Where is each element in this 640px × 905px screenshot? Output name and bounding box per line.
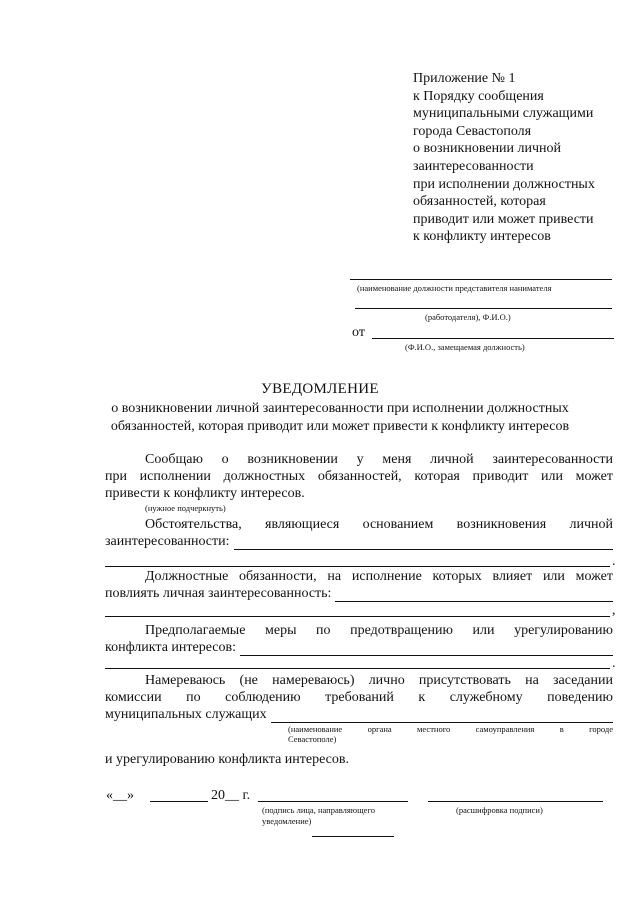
appendix-line: Приложение № 1 bbox=[413, 71, 516, 86]
period-mark: . bbox=[612, 554, 616, 569]
measures-field[interactable] bbox=[240, 643, 613, 656]
decode-field[interactable] bbox=[428, 801, 603, 802]
paragraph-3 bbox=[105, 568, 613, 602]
duties-field-2[interactable] bbox=[105, 616, 610, 617]
appendix-line: приводит или может привести bbox=[413, 211, 594, 227]
organ-field[interactable] bbox=[271, 710, 613, 723]
duties-field[interactable] bbox=[335, 589, 613, 602]
p4-label: конфликта интересов: bbox=[105, 640, 236, 655]
org-caption bbox=[288, 724, 613, 744]
appendix-block bbox=[413, 70, 628, 246]
p4-line-2 bbox=[105, 639, 613, 656]
circumstances-field[interactable] bbox=[234, 537, 613, 550]
p2-label: заинтересованности: bbox=[105, 534, 230, 549]
p3-line-1: Должностные обязанности, на исполнение которых влияет или может bbox=[145, 569, 613, 584]
p5-line-1: Намереваюсь (не намереваюсь) лично присутствовать на заседании bbox=[145, 673, 613, 688]
addressee-caption-1: (наименование должности представителя нанимателя bbox=[357, 283, 552, 293]
circumstances-field-2[interactable] bbox=[105, 566, 610, 567]
p3-line-2 bbox=[105, 585, 613, 602]
paragraph-4 bbox=[105, 622, 613, 656]
decode-caption: (расшифровка подписи) bbox=[456, 805, 543, 815]
addressee-line-2[interactable] bbox=[355, 308, 612, 309]
signature-field[interactable] bbox=[258, 801, 408, 802]
addressee-line-1[interactable] bbox=[350, 279, 612, 280]
p5-line-4: и урегулированию конфликта интересов. bbox=[105, 752, 350, 767]
appendix-line: заинтересованности bbox=[413, 158, 534, 174]
document-title: УВЕДОМЛЕНИЕ bbox=[261, 381, 379, 397]
p1-line-1: Сообщаю о возникновении у меня личной заинтересованности bbox=[145, 452, 613, 467]
from-label: от bbox=[352, 325, 365, 340]
p5-label: муниципальных служащих bbox=[105, 707, 267, 722]
signature-caption-2: уведомление) bbox=[262, 816, 312, 826]
org-caption-line-1: (наименование органа местного самоуправления в городе bbox=[288, 724, 613, 734]
p5-line-3 bbox=[105, 706, 613, 723]
p2-line-1: Обстоятельства, являющиеся основанием возникновения личной bbox=[145, 517, 613, 532]
footer-line bbox=[312, 836, 394, 837]
p1-line-3: привести к конфликту интересов. bbox=[105, 486, 305, 501]
addressee-caption-3: (Ф.И.О., замещаемая должность) bbox=[405, 342, 525, 352]
appendix-line: муниципальными служащими bbox=[413, 106, 594, 122]
date-year[interactable]: 20__ г. bbox=[211, 788, 251, 803]
appendix-line: города Севастополя bbox=[413, 123, 532, 139]
subtitle-line-2: обязанностей, которая приводит или может привести к конфликту интересов bbox=[110, 418, 570, 434]
appendix-line: к конфликту интересов bbox=[413, 229, 551, 245]
appendix-line: обязанностей, которая bbox=[413, 194, 546, 210]
period-mark-2: . bbox=[612, 656, 616, 671]
paragraph-5 bbox=[105, 672, 613, 723]
org-caption-line-2: Севастополе) bbox=[288, 734, 337, 744]
subtitle-line-1: о возникновении личной заинтересованности при исполнении должностных bbox=[111, 401, 569, 416]
p1-line-2: при исполнении должностных обязанностей, которая приводит или может bbox=[105, 469, 613, 484]
p2-line-2 bbox=[105, 533, 613, 550]
from-line[interactable] bbox=[372, 338, 614, 339]
date-day[interactable]: «__» bbox=[106, 788, 134, 803]
paragraph-1 bbox=[105, 451, 613, 502]
appendix-line: при исполнении должностных bbox=[413, 176, 595, 192]
date-month-field[interactable] bbox=[150, 801, 208, 802]
p4-line-1: Предполагаемые меры по предотвращению или урегулированию bbox=[145, 623, 613, 638]
paragraph-2 bbox=[105, 516, 613, 550]
appendix-line: о возникновении личной bbox=[413, 141, 562, 157]
measures-field-2[interactable] bbox=[105, 668, 610, 669]
p5-line-2: комиссии по соблюдению требований к служебному поведению bbox=[105, 690, 613, 705]
underline-note: (нужное подчеркнуть) bbox=[145, 503, 226, 513]
addressee-caption-2: (работодателя), Ф.И.О.) bbox=[425, 312, 511, 322]
appendix-line: к Порядку сообщения bbox=[413, 88, 544, 104]
document-subtitle bbox=[60, 400, 620, 435]
comma-mark: , bbox=[612, 603, 616, 618]
signature-caption-1: (подпись лица, направляющего bbox=[262, 805, 375, 815]
p3-label: повлиять личная заинтересованность: bbox=[105, 586, 332, 601]
